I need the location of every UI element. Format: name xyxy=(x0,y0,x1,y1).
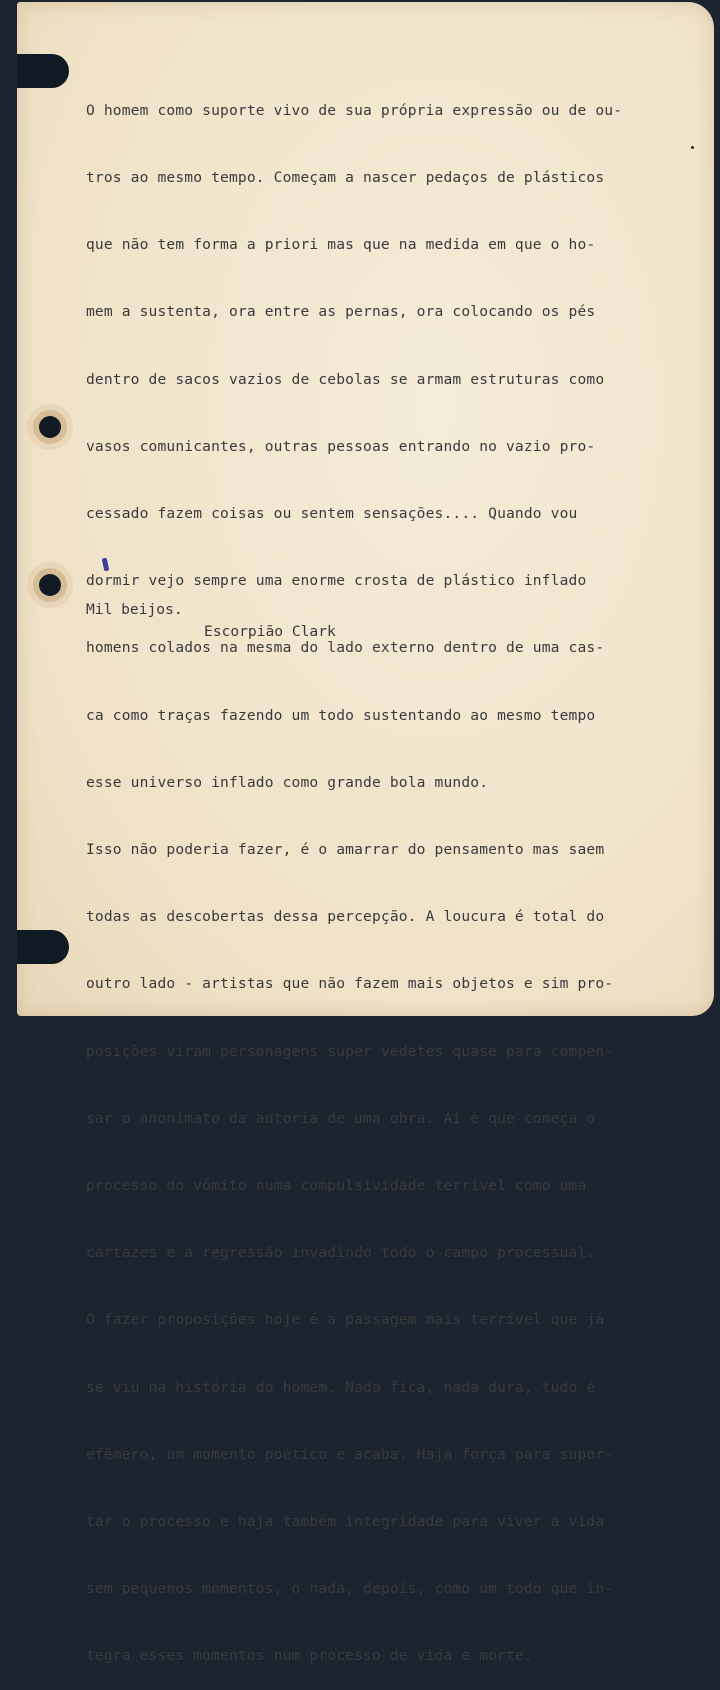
body-line: Isso não poderia fazer, é o amarrar do pensamento mas saem xyxy=(86,841,605,859)
binding-notch-top xyxy=(17,54,69,88)
typewritten-body xyxy=(86,55,686,1690)
body-line: dormir vejo sempre uma enorme crosta de plástico inflado xyxy=(86,572,587,590)
body-line: tros ao mesmo tempo. Começam a nascer pedaços de plásticos xyxy=(86,169,605,187)
body-line: que não tem forma a priori mas que na medida em que o ho- xyxy=(86,236,596,254)
body-line: cartazes e a regressão invadindo todo o campo processual. xyxy=(86,1244,596,1262)
body-line: tegra esses momentos num processo de vida e morte. xyxy=(86,1647,533,1665)
body-line: O homem como suporte vivo de sua própria expressão ou de ou- xyxy=(86,101,623,119)
signature: Escorpião Clark xyxy=(204,623,336,640)
body-line: vasos comunicantes, outras pessoas entrando no vazio pro- xyxy=(86,437,596,455)
body-line: homens colados na mesma do lado externo dentro de uma cas- xyxy=(86,639,605,657)
body-line: O fazer proposições hoje é a passagem mais terrível que já xyxy=(86,1311,605,1329)
body-line: ca como traças fazendo um todo sustentando ao mesmo tempo xyxy=(86,706,596,724)
punch-hole-middle xyxy=(39,574,61,596)
binding-notch-bottom xyxy=(17,930,69,964)
body-line: cessado fazem coisas ou sentem sensações.... Quando vou xyxy=(86,505,578,523)
body-line: todas as descobertas dessa percepção. A loucura é total do xyxy=(86,908,605,926)
body-line: se viu na história do homem. Nada fica, nada dura, tudo é xyxy=(86,1378,596,1396)
stray-dot xyxy=(691,146,694,149)
body-line: posições viram personagens super vedetes quase para compen- xyxy=(86,1042,614,1060)
closing-salutation: Mil beijos. xyxy=(86,601,183,618)
body-line: outro lado - artistas que não fazem mais objetos e sim pro- xyxy=(86,975,614,993)
body-line: tar o processo e haja também integridade para viver a vida xyxy=(86,1513,605,1531)
body-line: dentro de sacos vazios de cebolas se armam estruturas como xyxy=(86,370,605,388)
punch-hole-upper xyxy=(39,416,61,438)
body-line: sar o anonimato da autoria de uma obra. Aí é que começa o xyxy=(86,1109,596,1127)
body-line: mem a sustenta, ora entre as pernas, ora colocando os pés xyxy=(86,303,596,321)
body-line: sem pequenos momentos, o nada, depois, como um todo que in- xyxy=(86,1580,614,1598)
body-line: efêmero, um momento poético e acaba. Haja força para supor- xyxy=(86,1445,614,1463)
body-line: processo do vômito numa compulsividade terrível como uma xyxy=(86,1177,587,1195)
body-line: esse universo inflado como grande bola mundo. xyxy=(86,773,489,791)
